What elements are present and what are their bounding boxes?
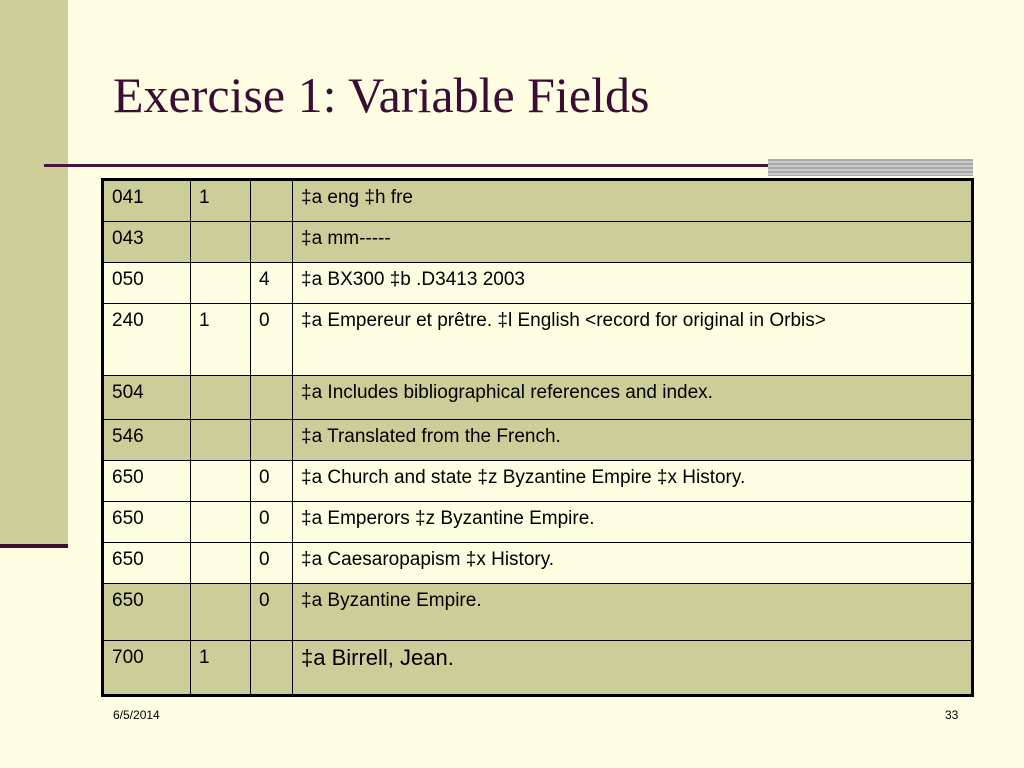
- field-tag-cell: 650: [103, 461, 191, 502]
- field-data-cell: [293, 180, 973, 222]
- table-row: [103, 263, 973, 304]
- field-tag-cell: 043: [103, 222, 191, 263]
- field-tag-cell: 700: [103, 641, 191, 696]
- field-tag-cell: 650: [103, 502, 191, 543]
- field-data-cell: [293, 502, 973, 543]
- field-data-text: ‡a Emperors ‡z Byzantine Empire.: [301, 508, 595, 529]
- side-decoration-line: [0, 544, 68, 548]
- field-tag-cell: 240: [103, 304, 191, 376]
- table-row: [103, 376, 973, 420]
- field-data-cell: [293, 376, 973, 420]
- indicator-1-cell: 1: [191, 180, 251, 222]
- indicator-1-cell: [191, 502, 251, 543]
- indicator-1-cell: [191, 222, 251, 263]
- indicator-1-cell: [191, 420, 251, 461]
- field-data-cell: [293, 584, 973, 641]
- indicator-2-cell: 4: [251, 263, 293, 304]
- table-row: [103, 180, 973, 222]
- field-tag-cell: 650: [103, 584, 191, 641]
- footer-date: 6/5/2014: [113, 708, 160, 722]
- side-decoration-bar: [0, 0, 68, 546]
- field-tag-cell: 050: [103, 263, 191, 304]
- indicator-2-cell: [251, 180, 293, 222]
- field-data-cell: [293, 641, 973, 696]
- marc-fields-table: [101, 178, 974, 697]
- indicator-1-cell: [191, 584, 251, 641]
- indicator-2-cell: 0: [251, 304, 293, 376]
- table-row: [103, 502, 973, 543]
- indicator-2-cell: [251, 420, 293, 461]
- field-data-text: ‡a eng ‡h fre: [301, 187, 413, 208]
- indicator-2-cell: [251, 641, 293, 696]
- field-data-cell: [293, 543, 973, 584]
- field-data-cell: [293, 420, 973, 461]
- field-data-text: ‡a mm-----: [301, 228, 391, 249]
- field-tag-cell: 504: [103, 376, 191, 420]
- field-data-cell: [293, 222, 973, 263]
- table-row: [103, 641, 973, 696]
- slide-title: Exercise 1: Variable Fields: [113, 67, 650, 123]
- indicator-1-cell: [191, 263, 251, 304]
- indicator-1-cell: [191, 543, 251, 584]
- field-data-text: ‡a Caesaropapism ‡x History.: [301, 549, 555, 570]
- table-row: [103, 461, 973, 502]
- field-data-text: ‡a Translated from the French.: [301, 426, 561, 447]
- field-data-text: ‡a BX300 ‡b .D3413 2003: [301, 269, 525, 290]
- table-row: [103, 222, 973, 263]
- table-row: [103, 304, 973, 376]
- indicator-1-cell: 1: [191, 304, 251, 376]
- indicator-1-cell: 1: [191, 641, 251, 696]
- field-data-cell: [293, 304, 973, 376]
- field-tag-cell: 546: [103, 420, 191, 461]
- field-data-text: ‡a Includes bibliographical references and index.: [301, 382, 713, 403]
- field-data-text: ‡a Empereur et prêtre. ‡l English: [301, 310, 586, 331]
- table-row: [103, 543, 973, 584]
- field-tag-cell: 650: [103, 543, 191, 584]
- indicator-2-cell: 0: [251, 543, 293, 584]
- indicator-2-cell: 0: [251, 461, 293, 502]
- indicator-2-cell: 0: [251, 584, 293, 641]
- indicator-2-cell: 0: [251, 502, 293, 543]
- field-data-cell: [293, 461, 973, 502]
- field-note-text: <record for original in Orbis>: [585, 310, 826, 331]
- table-row: [103, 584, 973, 641]
- page-number: 33: [945, 708, 959, 722]
- indicator-2-cell: [251, 222, 293, 263]
- divider-accent: [768, 159, 973, 176]
- indicator-1-cell: [191, 376, 251, 420]
- indicator-1-cell: [191, 461, 251, 502]
- field-data-cell: [293, 263, 973, 304]
- field-tag-cell: 041: [103, 180, 191, 222]
- field-data-text: ‡a Church and state ‡z Byzantine Empire ‡x History.: [301, 467, 746, 488]
- table-row: [103, 420, 973, 461]
- field-data-text: ‡a Byzantine Empire.: [301, 590, 482, 611]
- indicator-2-cell: [251, 376, 293, 420]
- field-data-text: ‡a Birrell, Jean.: [301, 645, 454, 670]
